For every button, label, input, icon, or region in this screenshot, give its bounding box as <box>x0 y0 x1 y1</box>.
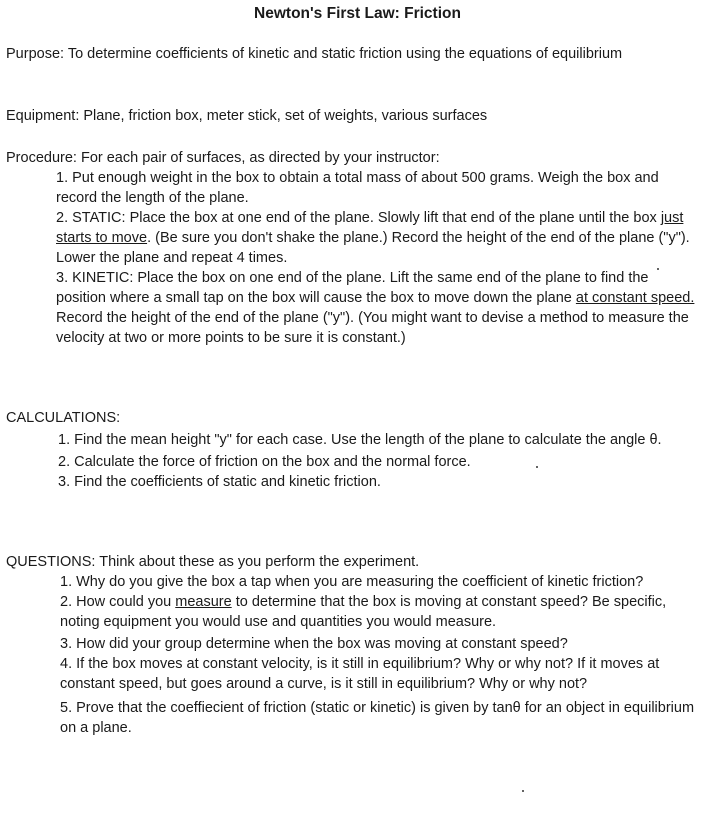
procedure-step-2-text-a: 2. STATIC: Place the box at one end of the plane. Slowly lift that end of the plane until the box <box>56 210 661 226</box>
question-3: 3. How did your group determine when the box was moving at constant speed? <box>60 636 568 652</box>
purpose-text: To determine coefficients of kinetic and static friction using the equations of equilibrium <box>67 46 623 62</box>
calculation-item-3: 3. Find the coefficients of static and kinetic friction. <box>58 474 381 490</box>
scan-speck <box>536 466 538 468</box>
procedure-step-2 <box>6 208 701 268</box>
procedure-step-3 <box>6 268 701 348</box>
procedure-intro: For each pair of surfaces, as directed by your instructor: <box>80 150 440 166</box>
purpose-label: Purpose: <box>6 46 65 62</box>
question-2-text-b: to determine that the box is moving at constant speed? Be specific, noting equipment you would use and quantities you would measure. <box>60 594 667 630</box>
procedure-intro-line <box>6 148 706 168</box>
calculation-item-1: 1. Find the mean height "y" for each case. Use the length of the plane to calculate the angle θ. <box>58 432 662 448</box>
calculation-item-2: 2. Calculate the force of friction on the box and the normal force. <box>58 454 471 470</box>
procedure-step-3-underlined: at constant speed. <box>575 290 695 306</box>
purpose-section <box>6 44 715 64</box>
question-1: 1. Why do you give the box a tap when you are measuring the coefficient of kinetic friction? <box>60 574 644 590</box>
question-4: 4. If the box moves at constant velocity, is it still in equilibrium? Why or why not? If it moves at constant speed, but goes around a curve, is it still in equilibrium? Why or why not? <box>60 656 660 692</box>
questions-intro-line <box>6 552 706 572</box>
procedure-label: Procedure: <box>6 150 77 166</box>
question-2 <box>6 592 700 632</box>
procedure-section <box>6 148 706 348</box>
calculations-section <box>6 408 706 492</box>
questions-section <box>6 552 706 738</box>
question-2-text-a: 2. How could you <box>60 594 176 610</box>
procedure-step-3-text-a: 3. KINETIC: Place the box on one end of the plane. Lift the same end of the plane to find the position where a small tap on the box will cause the box to move down the plane <box>56 270 649 306</box>
equipment-label: Equipment: <box>6 108 80 124</box>
procedure-step-1: 1. Put enough weight in the box to obtain a total mass of about 500 grams. Weigh the box and record the length of the plane. <box>56 170 659 206</box>
questions-heading: QUESTIONS: <box>6 554 96 570</box>
procedure-step-2-text-b: . (Be sure you don't shake the plane.) Record the height of the end of the plane ("y"). Lower the plane and repeat 4 times. <box>56 230 690 266</box>
procedure-step-3-text-b: Record the height of the end of the plane ("y"). (You might want to devise a method to measure the velocity at two or more points to be sure it is constant.) <box>56 310 689 346</box>
calculations-heading: CALCULATIONS: <box>6 410 121 426</box>
scan-speck <box>657 268 659 270</box>
questions-intro: Think about these as you perform the experiment. <box>99 554 420 570</box>
scan-speck <box>522 790 524 792</box>
equipment-text: Plane, friction box, meter stick, set of weights, various surfaces <box>83 108 488 124</box>
procedure-step-2-underlined: just starts to move <box>56 210 684 246</box>
question-5: 5. Prove that the coeffiecient of friction (static or kinetic) is given by tanθ for an object in equilibrium on a plane. <box>60 700 695 736</box>
page-title: Newton's First Law: Friction <box>254 5 461 22</box>
question-2-underlined: measure <box>175 594 232 610</box>
equipment-section <box>6 106 706 126</box>
